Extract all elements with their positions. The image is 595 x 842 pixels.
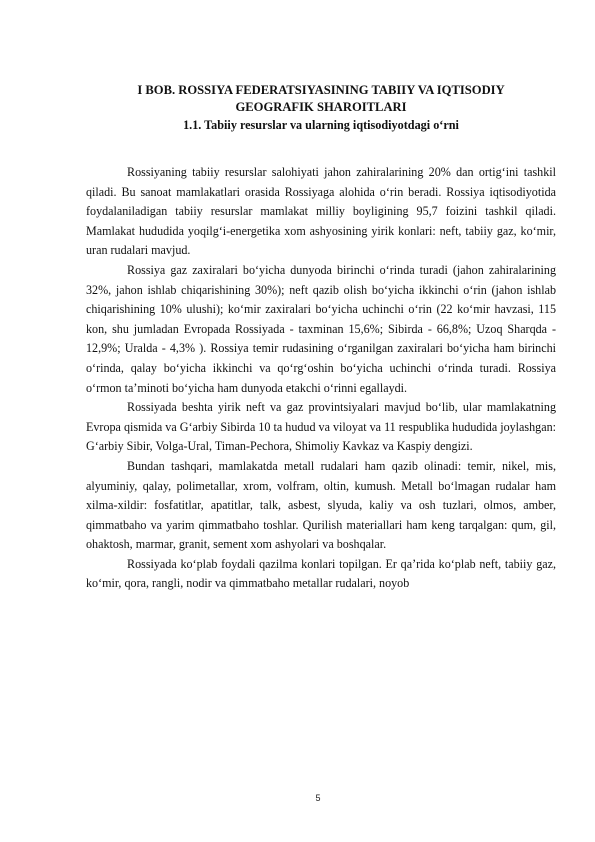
page-number: 5	[315, 793, 321, 803]
body-text	[86, 163, 556, 594]
chapter-title-line-1: I BOB. ROSSIYA FEDERATSIYASINING TABIIY VA IQTISODIY	[137, 83, 505, 97]
chapter-heading	[86, 82, 556, 134]
paragraph-5: Rossiyada ko‘plab foydali qazilma konlari topilgan. Er qa’rida ko‘plab neft, tabiiy gaz, ko‘mir, qora, rangli, nodir va qimmatbaho metallar rudalari, noyob	[86, 556, 556, 591]
paragraph-4: Bundan tashqari, mamlakatda metall rudalari ham qazib olinadi: temir, nikel, mis, alyuminiy, qalay, polimetallar, xrom, volfram, oltin, kumush. Metall bo‘lmagan rudalar ham xilma-xildir: fosfatitlar, apatitlar, talk, asbest, slyuda, kaliy va osh tuzlari, olmos, amber, qimmatbaho va yarim qimmatbaho toshlar. Qurilish materiallari ham keng tarqalgan: qum, gil, ohaktosh, marmar, granit, sement xom ashyolari va boshqalar.	[86, 458, 556, 552]
paragraph-1: Rossiyaning tabiiy resurslar salohiyati jahon zahiralarining 20% dan ortig‘ini tashkil qiladi. Bu sanoat mamlakatlari orasida Rossiyaga alohida o‘rin beradi. Rossiya iqtisodiyotida foydalaniladigan tabiiy resurslar mamlakat milliy boyligining 95,7 foizini tashkil qiladi. Mamlakat hududida yoqilg‘i-energetika xom ashyosining yirik konlari: neft, tabiiy gaz, ko‘mir, uran rudalari mavjud.	[86, 165, 556, 258]
paragraph-3: Rossiyada beshta yirik neft va gaz provintsiyalari mavjud bo‘lib, ular mamlakatning Evropa qismida va G‘arbiy Sibirda 10 ta hudud va viloyat va 11 respublika hududida joylashgan: G‘arbiy Sibir, Volga-Ural, Timan-Pechora, Shimoliy Kavkaz va Kaspiy dengizi.	[86, 400, 556, 454]
chapter-title-line-2: GEOGRAFIK SHAROITLARI	[235, 100, 407, 114]
paragraph-2: Rossiya gaz zaxiralari bo‘yicha dunyoda birinchi o‘rinda turadi (jahon zahiralarining 32%, jahon ishlab chiqarishining 30%); neft qazib olish bo‘yicha ikkinchi o‘rin (jahon ishlab chiqarishining 10% ulushi); ko‘mir zaxiralari bo‘yicha uchinchi o‘rin (22 ko‘mir havzasi, 115 kon, shu jumladan Evropada Rossiyada - taxminan 15,6%; Sibirda - 66,8%; Uzoq Sharqda - 12,9%; Uralda - 4,3% ). Rossiya temir rudasining o‘rganilgan zaxiralari bo‘yicha ham birinchi o‘rinda, qalay bo‘yicha ikkinchi va qo‘rg‘oshin bo‘yicha uchinchi o‘rinda turadi. Rossiya o‘rmon ta’minoti bo‘yicha ham dunyoda etakchi o‘rinni egallaydi.	[86, 262, 556, 395]
section-title: 1.1. Tabiiy resurslar va ularning iqtisodiyotdagi o‘rni	[183, 118, 459, 132]
